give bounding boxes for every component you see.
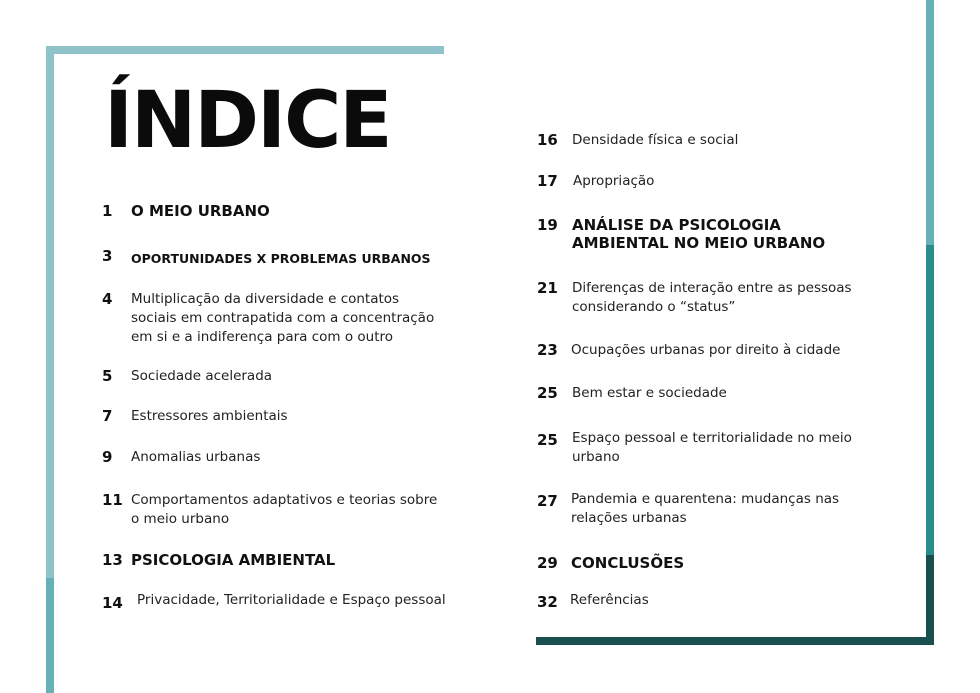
frame-right-line-top — [926, 0, 934, 245]
toc-entry[interactable] — [537, 490, 887, 530]
toc-entry-title: Pandemia e quarentena: mudanças nas relações urbanas — [571, 491, 840, 526]
frame-right-line-bottom — [926, 555, 934, 645]
toc-entry[interactable] — [102, 367, 447, 389]
toc-entry-title: Diferenças de interação entre as pessoas considerando o “status” — [572, 280, 852, 315]
toc-entry-title: Densidade física e social — [572, 132, 739, 148]
toc-entry-title: CONCLUSÕES — [571, 554, 685, 572]
toc-page-number: 1 — [102, 202, 113, 220]
toc-entry[interactable] — [537, 429, 887, 469]
frame-right-line-mid — [926, 245, 934, 555]
frame-left-line-upper — [46, 46, 54, 578]
toc-entry[interactable] — [537, 172, 887, 194]
toc-entry-title: PSICOLOGIA AMBIENTAL — [131, 551, 336, 569]
toc-page-number: 7 — [102, 407, 113, 425]
toc-entry-title: Apropriação — [573, 173, 655, 189]
toc-entry[interactable] — [102, 407, 447, 429]
toc-entry[interactable] — [102, 247, 447, 269]
toc-page-number: 25 — [537, 384, 558, 402]
frame-bottom-line — [536, 637, 934, 645]
frame-top-line — [46, 46, 444, 54]
toc-entry[interactable] — [537, 279, 887, 319]
toc-entry[interactable] — [537, 131, 887, 153]
toc-entry[interactable] — [537, 384, 887, 406]
toc-entry-title: Bem estar e sociedade — [572, 385, 727, 401]
toc-page-number: 32 — [537, 593, 558, 611]
toc-entry-title: Comportamentos adaptativos e teorias sobre o meio urbano — [131, 492, 438, 527]
toc-entry[interactable] — [102, 290, 447, 350]
frame-left-line-lower — [46, 578, 54, 693]
toc-page-number: 11 — [102, 491, 123, 509]
toc-entry-title: OPORTUNIDADES X PROBLEMAS URBANOS — [131, 251, 431, 266]
toc-page-number: 19 — [537, 216, 558, 234]
toc-entry[interactable] — [537, 591, 887, 613]
toc-entry[interactable] — [537, 554, 887, 576]
toc-entry[interactable] — [102, 551, 447, 573]
toc-page-number: 14 — [102, 594, 123, 612]
toc-page-number: 21 — [537, 279, 558, 297]
toc-page-number: 4 — [102, 290, 113, 308]
toc-page-number: 9 — [102, 448, 113, 466]
toc-entry-title: Espaço pessoal e territorialidade no meio urbano — [572, 430, 852, 465]
toc-page-number: 3 — [102, 247, 113, 265]
toc-page-number: 23 — [537, 341, 558, 359]
toc-page-number: 16 — [537, 131, 558, 149]
toc-entry-title: Ocupações urbanas por direito à cidade — [571, 342, 841, 358]
toc-entry-title: ANÁLISE DA PSICOLOGIA AMBIENTAL NO MEIO URBANO — [572, 216, 826, 252]
toc-entry-title: Estressores ambientais — [131, 408, 288, 424]
toc-page-number: 13 — [102, 551, 123, 569]
toc-entry[interactable] — [102, 448, 447, 470]
toc-entry-title: Referências — [570, 592, 649, 608]
toc-entry-title: O MEIO URBANO — [131, 202, 270, 220]
toc-page-number: 17 — [537, 172, 558, 190]
toc-page-number: 25 — [537, 431, 558, 449]
toc-page-number: 29 — [537, 554, 558, 572]
toc-page-number: 5 — [102, 367, 113, 385]
toc-entry[interactable] — [102, 202, 447, 224]
toc-entry[interactable] — [102, 591, 447, 631]
toc-entry-title: Multiplicação da diversidade e contatos sociais em contrapatida com a concentração em si e a indiferença para com o outro — [131, 291, 435, 345]
toc-entry[interactable] — [102, 491, 447, 531]
toc-entry-title: Anomalias urbanas — [131, 449, 261, 465]
toc-entry-title: Privacidade, Territorialidade e Espaço pessoal — [137, 592, 446, 608]
toc-entry-title: Sociedade acelerada — [131, 368, 273, 384]
toc-entry[interactable] — [537, 216, 887, 256]
page-title: ÍNDICE — [104, 76, 391, 166]
toc-page-number: 27 — [537, 492, 558, 510]
toc-entry[interactable] — [537, 341, 887, 363]
